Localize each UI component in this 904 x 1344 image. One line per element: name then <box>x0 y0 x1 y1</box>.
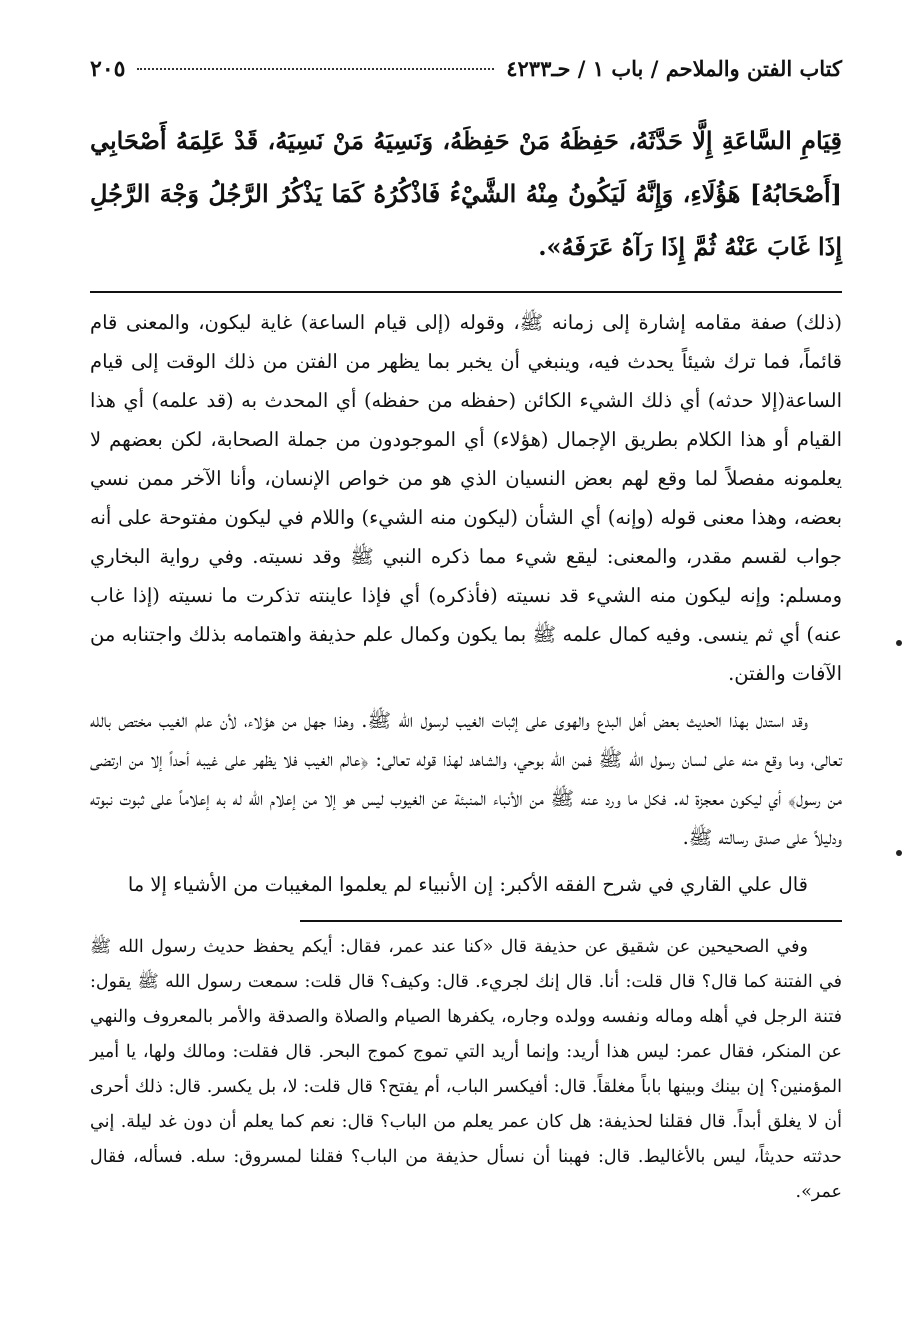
page-number: ٢٠٥ <box>90 56 126 82</box>
commentary-paragraph: (ذلك) صفة مقامه إشارة إلى زمانه ﷺ، وقوله (إلى قيام الساعة) غاية ليكون، والمعنى قام قائماً، فما ترك شيئاً يحدث فيه، وينبغي أن يخبر بما يظهر من الفتن من ذلك الوقت إلى قيام الساعة(إلا حدثه) أي ذلك الشيء الكائن (حفظه من حفظه) أي المحدث به (قد علمه) أي هذا القيام أو هذا الكلام بطريق الإجمال (هؤلاء) أي الموجودون من جملة الصحابة، لكن بعضهم لا يعلمونه مفصلاً لما وقع لهم بعض النسيان الذي هو من خواص الإنسان، وأنا الآخر ممن نسي بعضه، وهذا معنى قوله (وإنه) أي الشأن (ليكون منه الشيء) واللام في ليكون مفتوحة على أنه جواب لقسم مقدر، والمعنى: ليقع شيء مما ذكره النبي ﷺ وقد نسيته. وفي رواية البخاري ومسلم: وإنه ليكون منه الشيء قد نسيته (فأذكره) أي فإذا عاينته تذكرت ما نسيته (إذا غاب عنه) أي ثم ينسى. وفيه كمال علمه ﷺ بما يكون وكمال علم حذيفة واهتمامه بذلك واجتنابه من الآفات والفتن. <box>90 311 842 685</box>
hadith-text: قِيَامِ السَّاعَةِ إِلَّا حَدَّثَهُ، حَفِظَهُ مَنْ حَفِظَهُ، وَنَسِيَهُ مَنْ نَسِيَهُ، قَدْ عَلِمَهُ أَصْحَابِي [أَصْحَابُهُ] هَؤُلَاءِ، وَإِنَّهُ لَيَكُونُ مِنْهُ الشَّيْءُ فَاذْكُرُهُ كَمَا يَذْكُرُ الرَّجُلُ وَجْهَ الرَّجُلِ إِذَا غَابَ عَنْهُ ثُمَّ إِذَا رَآهُ عَرَفَهُ». <box>90 126 842 261</box>
running-header <box>90 56 842 100</box>
commentary-paragraph: قال علي القاري في شرح الفقه الأكبر: إن الأنبياء لم يعلموا المغيبات من الأشياء إلا ما <box>127 873 808 896</box>
footnote-divider <box>300 920 842 922</box>
commentary-paragraph: وقد استدل بهذا الحديث بعض أهل البدع والهوى على إثبات الغيب لرسول الله ﷺ. وهذا جهل من هؤلاء، لأن علم الغيب مختص بالله تعالى، وما وقع منه على لسان رسول الله ﷺ فمن الله بوحي، والشاهد لهذا قوله تعالى: ﴿عالم الغيب فلا يظهر على غيبه أحداً إلا من ارتضى من رسول﴾ أي ليكون معجزة له. فكل ما ورد عنه ﷺ من الأنباء المنبئة عن الغيوب ليس هو إلا من إعلام الله له به إعلاماً على ثبوت نبوته ودليلاً على صدق رسالته ﷺ. <box>90 709 842 849</box>
scan-mark <box>896 850 902 856</box>
book-page <box>90 56 842 1324</box>
dotted-leader <box>137 68 494 70</box>
commentary <box>90 303 842 904</box>
footnote: وفي الصحيحين عن شقيق عن حذيفة قال «كنا عند عمر، فقال: أيكم يحفظ حديث رسول الله ﷺ في الفتنة كما قال؟ قال قلت: أنا. قال إنك لجريء. قال: وكيف؟ قال قلت: سمعت رسول الله ﷺ يقول: فتنة الرجل في أهله وماله ونفسه وولده وجاره، يكفرها الصيام والصلاة والصدقة والأمر بالمعروف والنهي عن المنكر، فقال عمر: ليس هذا أريد: وإنما أريد التي تموج كموج البحر. قال فقلت: ومالك ولها، يا أمير المؤمنين؟ إن بينك وبينها باباً مغلقاً. قال: أفيكسر الباب، أم يفتح؟ قال قلت: لا، بل يكسر. قال: ذلك أحرى أن لا يغلق أبداً. قال فقلنا لحذيفة: هل كان عمر يعلم من الباب؟ قال: نعم كما يعلم أن دون غد ليلة. إني حدثته حديثاً، ليس بالأغاليط. قال: فهبنا أن نسأل حذيفة من الباب؟ فقلنا لمسروق: سله. فسأله، فقال عمر». <box>90 937 842 1202</box>
scan-mark <box>896 640 902 646</box>
section-divider <box>90 291 842 293</box>
running-title: كتاب الفتن والملاحم / باب ١ / حـ٤٢٣٣ <box>506 56 842 81</box>
